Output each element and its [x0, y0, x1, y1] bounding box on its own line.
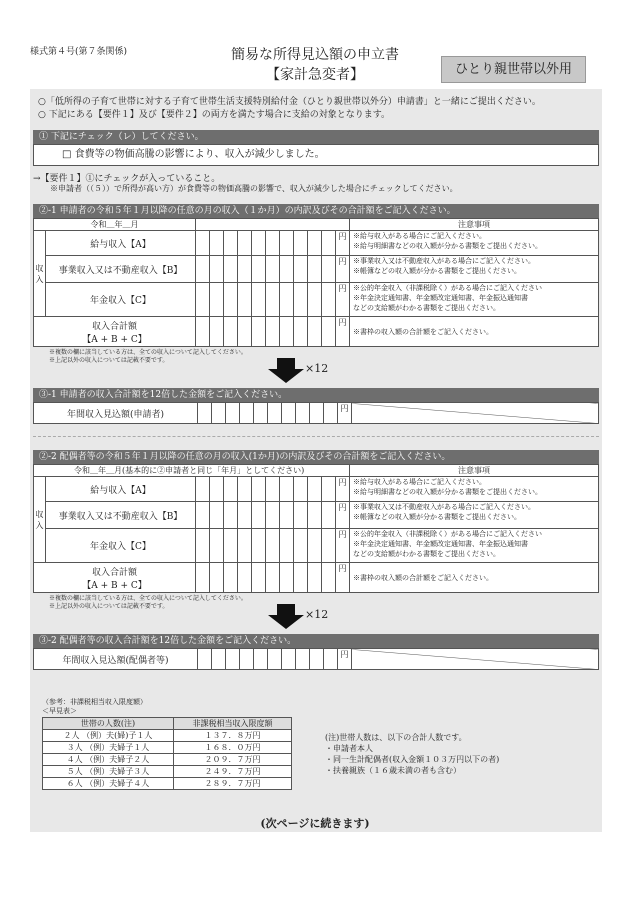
digit-cell[interactable]: [196, 256, 210, 283]
digit-cell[interactable]: [238, 317, 252, 347]
digit-cell[interactable]: [322, 529, 336, 563]
ref-people: ６人 （例）夫婦子４人: [43, 778, 174, 790]
period-label: 令和＿年＿月: [34, 219, 196, 231]
note-title: (注)世帯人数は、以下の合計人数です。: [325, 733, 467, 742]
salary-income-label: 給与収入【A】: [46, 477, 196, 502]
section-2-2-header: ②-2 配偶者等の令和５年１月以降の任意の月の収入(1か月)の内訳及びその合計額をご記入ください。: [33, 450, 599, 464]
digit-cell[interactable]: [294, 231, 308, 256]
applicant-annual-table: [33, 402, 599, 424]
digit-cell[interactable]: [308, 256, 322, 283]
digit-cell[interactable]: [324, 649, 338, 670]
total-note: ※書枠の収入額の合計額をご記入ください。: [350, 563, 599, 593]
digit-cell[interactable]: [268, 403, 282, 424]
ref-amount: １３７．８万円: [173, 730, 291, 742]
digit-cell[interactable]: [252, 529, 266, 563]
digit-cell[interactable]: [226, 403, 240, 424]
digit-cell[interactable]: [308, 529, 322, 563]
requirement-1: →【要件１】①にチェックが入っていること。: [33, 174, 221, 184]
digit-cell[interactable]: [310, 403, 324, 424]
digit-cell[interactable]: [324, 403, 338, 424]
multiplier-label: ×12: [305, 362, 329, 375]
digit-cell[interactable]: [266, 529, 280, 563]
table-row: [43, 766, 292, 778]
ref-people: ３人 （例）夫婦子１人: [43, 742, 174, 754]
digit-cell[interactable]: [210, 529, 224, 563]
digit-cell[interactable]: [224, 563, 238, 593]
down-arrow-icon: [268, 358, 304, 383]
reference-subtitle: ＜早見表＞: [42, 707, 77, 715]
digit-cell[interactable]: [238, 502, 252, 529]
yen-unit: 円: [336, 231, 350, 256]
digit-cell[interactable]: [282, 403, 296, 424]
digit-cell[interactable]: [210, 563, 224, 593]
intro-text: [38, 96, 541, 122]
note-line: などの支給額がわかる書類をご提出ください。: [353, 550, 500, 558]
digit-cell[interactable]: [196, 563, 210, 593]
digit-cell[interactable]: [308, 563, 322, 593]
note-item: ・申請者本人: [325, 744, 373, 753]
digit-cell[interactable]: [294, 563, 308, 593]
form-number: 様式第４号(第７条関係): [30, 47, 128, 57]
footnote: ※上記以外の収入については記載不要です。: [49, 603, 169, 610]
digit-cell[interactable]: [280, 502, 294, 529]
yen-unit: 円: [336, 502, 350, 529]
digit-cell[interactable]: [196, 317, 210, 347]
digit-cell[interactable]: [224, 283, 238, 317]
note-line: などの支給額がわかる書類をご提出ください。: [353, 304, 500, 312]
digit-cell[interactable]: [210, 477, 224, 502]
digit-cell[interactable]: [210, 317, 224, 347]
digit-cell[interactable]: [308, 477, 322, 502]
digit-cell[interactable]: [280, 231, 294, 256]
digit-cell[interactable]: [254, 403, 268, 424]
table-row: [43, 730, 292, 742]
digit-cell[interactable]: [212, 403, 226, 424]
digit-cell[interactable]: [252, 256, 266, 283]
period-label: 令和＿年＿月(基本的に②申請者と同じ「年月」としてください): [34, 465, 350, 477]
digit-cell[interactable]: [252, 477, 266, 502]
section-2-1-header: ②-1 申請者の令和５年１月以降の任意の月の収入（１か月）の内訳及びその合計額をご記入ください。: [33, 204, 599, 218]
digit-cell[interactable]: [196, 502, 210, 529]
total-label-text: 収入合計額: [91, 321, 137, 332]
note-line: ※給与明細書などの収入額が分かる書類をご提出ください。: [353, 242, 542, 250]
total-label-text: 収入合計額: [91, 567, 137, 578]
pension-note: [350, 529, 599, 563]
note-line: ※帳簿などの収入額が分かる書類をご提出ください。: [353, 513, 521, 521]
yen-unit: 円: [336, 529, 350, 563]
digit-cell[interactable]: [252, 317, 266, 347]
digit-cell[interactable]: [266, 563, 280, 593]
total-sub-text: 【A + B + C】: [82, 580, 147, 591]
yen-unit: 円: [336, 477, 350, 502]
digit-cell[interactable]: [266, 317, 280, 347]
section-1: [33, 130, 599, 166]
reference-heading: [42, 698, 147, 716]
table-row: [43, 742, 292, 754]
yen-unit: 円: [336, 256, 350, 283]
digit-cell[interactable]: [322, 477, 336, 502]
yen-unit: 円: [336, 317, 350, 347]
digit-cell[interactable]: [266, 256, 280, 283]
income-side-label: 収入: [34, 477, 46, 563]
digit-cell[interactable]: [198, 403, 212, 424]
page-subtitle: 【家計急変者】: [266, 67, 364, 83]
yen-unit: 円: [338, 403, 352, 424]
digit-cell[interactable]: [266, 477, 280, 502]
business-income-label: 事業収入又は不動産収入【B】: [46, 256, 196, 283]
digit-cell[interactable]: [238, 283, 252, 317]
digit-cell[interactable]: [226, 649, 240, 670]
table-row: [43, 754, 292, 766]
hardship-checkbox[interactable]: □ 食費等の物価高騰の影響により、収入が減少しました。: [33, 144, 599, 166]
note-item: ・扶養親族（１６歳未満の者も含む）: [325, 766, 461, 775]
digit-cell[interactable]: [322, 502, 336, 529]
digit-cell[interactable]: [294, 477, 308, 502]
yen-unit: 円: [336, 563, 350, 593]
note-line: ※年金決定通知書、年金額改定通知書、年金振込通知書: [353, 540, 528, 548]
digit-cell[interactable]: [280, 283, 294, 317]
digit-cell[interactable]: [268, 649, 282, 670]
digit-cell[interactable]: [322, 231, 336, 256]
section-1-header: ① 下記にチェック（レ）してください。: [33, 130, 599, 144]
digit-cell[interactable]: [308, 231, 322, 256]
digit-cell[interactable]: [196, 231, 210, 256]
crossed-out-cell: [352, 649, 599, 670]
digit-cell[interactable]: [308, 283, 322, 317]
digit-cell[interactable]: [224, 529, 238, 563]
section-3-1: [33, 388, 599, 424]
note-line: ※公的年金収入（非課税除く）がある場合にご記入ください: [353, 530, 542, 538]
digit-cell[interactable]: [252, 231, 266, 256]
digit-cell[interactable]: [266, 502, 280, 529]
note-line: ※公的年金収入（非課税除く）がある場合にご記入ください: [353, 284, 542, 292]
digit-cell[interactable]: [280, 256, 294, 283]
note-line: ※給与明細書などの収入額が分かる書類をご提出ください。: [353, 488, 542, 496]
digit-cell[interactable]: [296, 403, 310, 424]
footnote: ※上記以外の収入については記載不要です。: [49, 357, 169, 364]
digit-cell[interactable]: [224, 256, 238, 283]
note-item: ・同一生計配偶者(収入金額１０３万円以下の者): [325, 755, 500, 764]
intro-line-2: ○ 下記にある【要件１】及び【要件２】の両方を満たす場合に支給の対象となります。: [38, 110, 390, 120]
business-income-label: 事業収入又は不動産収入【B】: [46, 502, 196, 529]
ref-amount: １６８．０万円: [173, 742, 291, 754]
footnote: ※複数の欄に該当している方は、全ての収入について記入してください。: [49, 349, 247, 356]
digit-cell[interactable]: [196, 529, 210, 563]
digit-cell[interactable]: [322, 283, 336, 317]
digit-cell[interactable]: [294, 317, 308, 347]
pension-note: [350, 283, 599, 317]
digit-cell[interactable]: [210, 256, 224, 283]
digit-cell[interactable]: [280, 317, 294, 347]
ref-people: ２人 （例）夫(婦)子１人: [43, 730, 174, 742]
digit-cell[interactable]: [252, 563, 266, 593]
digit-cell[interactable]: [322, 256, 336, 283]
digit-cell[interactable]: [196, 477, 210, 502]
note-line: ※給与収入がある場合にご記入ください。: [353, 232, 486, 240]
down-arrow-icon: [268, 604, 304, 629]
digit-cell[interactable]: [280, 529, 294, 563]
digit-cell[interactable]: [238, 477, 252, 502]
business-note: [350, 502, 599, 529]
digit-cell[interactable]: [224, 317, 238, 347]
section-1-note: ※申請者（（５））で所得が高い方）が食費等の物価高騰の影響で、収入が減少した場合にチェックしてください。: [50, 184, 458, 193]
continued-footer: (次ページに続きます): [260, 817, 370, 830]
notes-header: 注意事項: [350, 219, 599, 231]
digit-cell[interactable]: [224, 477, 238, 502]
total-note: ※書枠の収入額の合計額をご記入ください。: [350, 317, 599, 347]
reference-title: （参考：非課税相当収入限度額）: [42, 698, 147, 706]
digit-cell[interactable]: [238, 231, 252, 256]
business-note: [350, 256, 599, 283]
multiplier-label: ×12: [305, 608, 329, 621]
digit-cell[interactable]: [294, 283, 308, 317]
digit-cell[interactable]: [210, 283, 224, 317]
digit-cell[interactable]: [238, 529, 252, 563]
digit-cell[interactable]: [280, 563, 294, 593]
digit-cell[interactable]: [210, 231, 224, 256]
household-count-note: [325, 732, 499, 776]
ref-amount: ２０９．７万円: [173, 754, 291, 766]
digit-cell[interactable]: [224, 231, 238, 256]
yen-unit: 円: [336, 283, 350, 317]
digit-cell[interactable]: [266, 231, 280, 256]
digit-cell[interactable]: [266, 283, 280, 317]
note-line: ※年金決定通知書、年金額改定通知書、年金振込通知書: [353, 294, 528, 302]
digit-cell[interactable]: [240, 649, 254, 670]
pension-income-label: 年金収入【C】: [46, 283, 196, 317]
note-line: ※事業収入又は不動産収入がある場合にご記入ください。: [353, 257, 535, 265]
ref-people: ５人 （例）夫婦子３人: [43, 766, 174, 778]
digit-cell[interactable]: [294, 256, 308, 283]
ref-amount: ２４９．７万円: [173, 766, 291, 778]
digit-cell[interactable]: [322, 317, 336, 347]
ref-people: ４人 （例）夫婦子２人: [43, 754, 174, 766]
pension-income-label: 年金収入【C】: [46, 529, 196, 563]
digit-cell[interactable]: [282, 649, 296, 670]
table-row: [43, 778, 292, 790]
note-line: ※事業収入又は不動産収入がある場合にご記入ください。: [353, 503, 535, 511]
section-3-1-header: ③-1 申請者の収入合計額を12倍した金額をご記入ください。: [33, 388, 599, 402]
yen-unit: 円: [338, 649, 352, 670]
digit-cell[interactable]: [224, 502, 238, 529]
spouse-annual-label: 年間収入見込額(配偶者等): [34, 649, 198, 670]
footnote: ※複数の欄に該当している方は、全ての収入について記入してください。: [49, 595, 247, 602]
ref-col-people: 世帯の人数(注): [43, 718, 174, 730]
note-line: ※給与収入がある場合にご記入ください。: [353, 478, 486, 486]
digit-cell[interactable]: [308, 317, 322, 347]
income-side-label: 収入: [34, 231, 46, 317]
total-income-label: [34, 563, 196, 593]
digit-cell[interactable]: [238, 563, 252, 593]
applicant-annual-label: 年間収入見込額(申請者): [34, 403, 198, 424]
section-3-2: [33, 634, 599, 670]
total-income-label: [34, 317, 196, 347]
digit-cell[interactable]: [294, 529, 308, 563]
digit-cell[interactable]: [254, 649, 268, 670]
digit-cell[interactable]: [210, 502, 224, 529]
digit-cell[interactable]: [296, 649, 310, 670]
digit-cell[interactable]: [238, 256, 252, 283]
digit-cell[interactable]: [252, 502, 266, 529]
section-3-2-header: ③-2 配偶者等の収入合計額を12倍した金額をご記入ください。: [33, 634, 599, 648]
digit-cell[interactable]: [322, 563, 336, 593]
section-2-2: [33, 450, 599, 611]
digit-cell[interactable]: [308, 502, 322, 529]
applicant-income-table: [33, 218, 599, 347]
digit-cell[interactable]: [212, 649, 226, 670]
spouse-income-table: [33, 464, 599, 593]
reference-table: [42, 717, 292, 790]
crossed-out-cell: [352, 403, 599, 424]
digit-cell[interactable]: [294, 502, 308, 529]
ref-amount: ２８９．７万円: [173, 778, 291, 790]
ref-col-amount: 非課税相当収入限度額: [173, 718, 291, 730]
note-line: ※帳簿などの収入額が分かる書類をご提出ください。: [353, 267, 521, 275]
digit-cell[interactable]: [196, 283, 210, 317]
spouse-annual-table: [33, 648, 599, 670]
total-sub-text: 【A + B + C】: [82, 334, 147, 345]
digit-cell[interactable]: [310, 649, 324, 670]
intro-line-1: ○「低所得の子育て世帯に対する子育て世帯生活支援特別給付金（ひとり親世帯以外分）申請書」と一緒にご提出ください。: [38, 97, 541, 107]
page-title: 簡易な所得見込額の申立書: [231, 47, 399, 63]
digit-cell[interactable]: [280, 477, 294, 502]
section-2-1: [33, 204, 599, 365]
salary-income-label: 給与収入【A】: [46, 231, 196, 256]
digit-cell[interactable]: [240, 403, 254, 424]
digit-cell[interactable]: [198, 649, 212, 670]
separator: [33, 436, 599, 437]
notes-header: 注意事項: [350, 465, 599, 477]
household-type-badge: ひとり親世帯以外用: [441, 56, 586, 83]
salary-note: [350, 231, 599, 256]
digit-cell[interactable]: [252, 283, 266, 317]
salary-note: [350, 477, 599, 502]
